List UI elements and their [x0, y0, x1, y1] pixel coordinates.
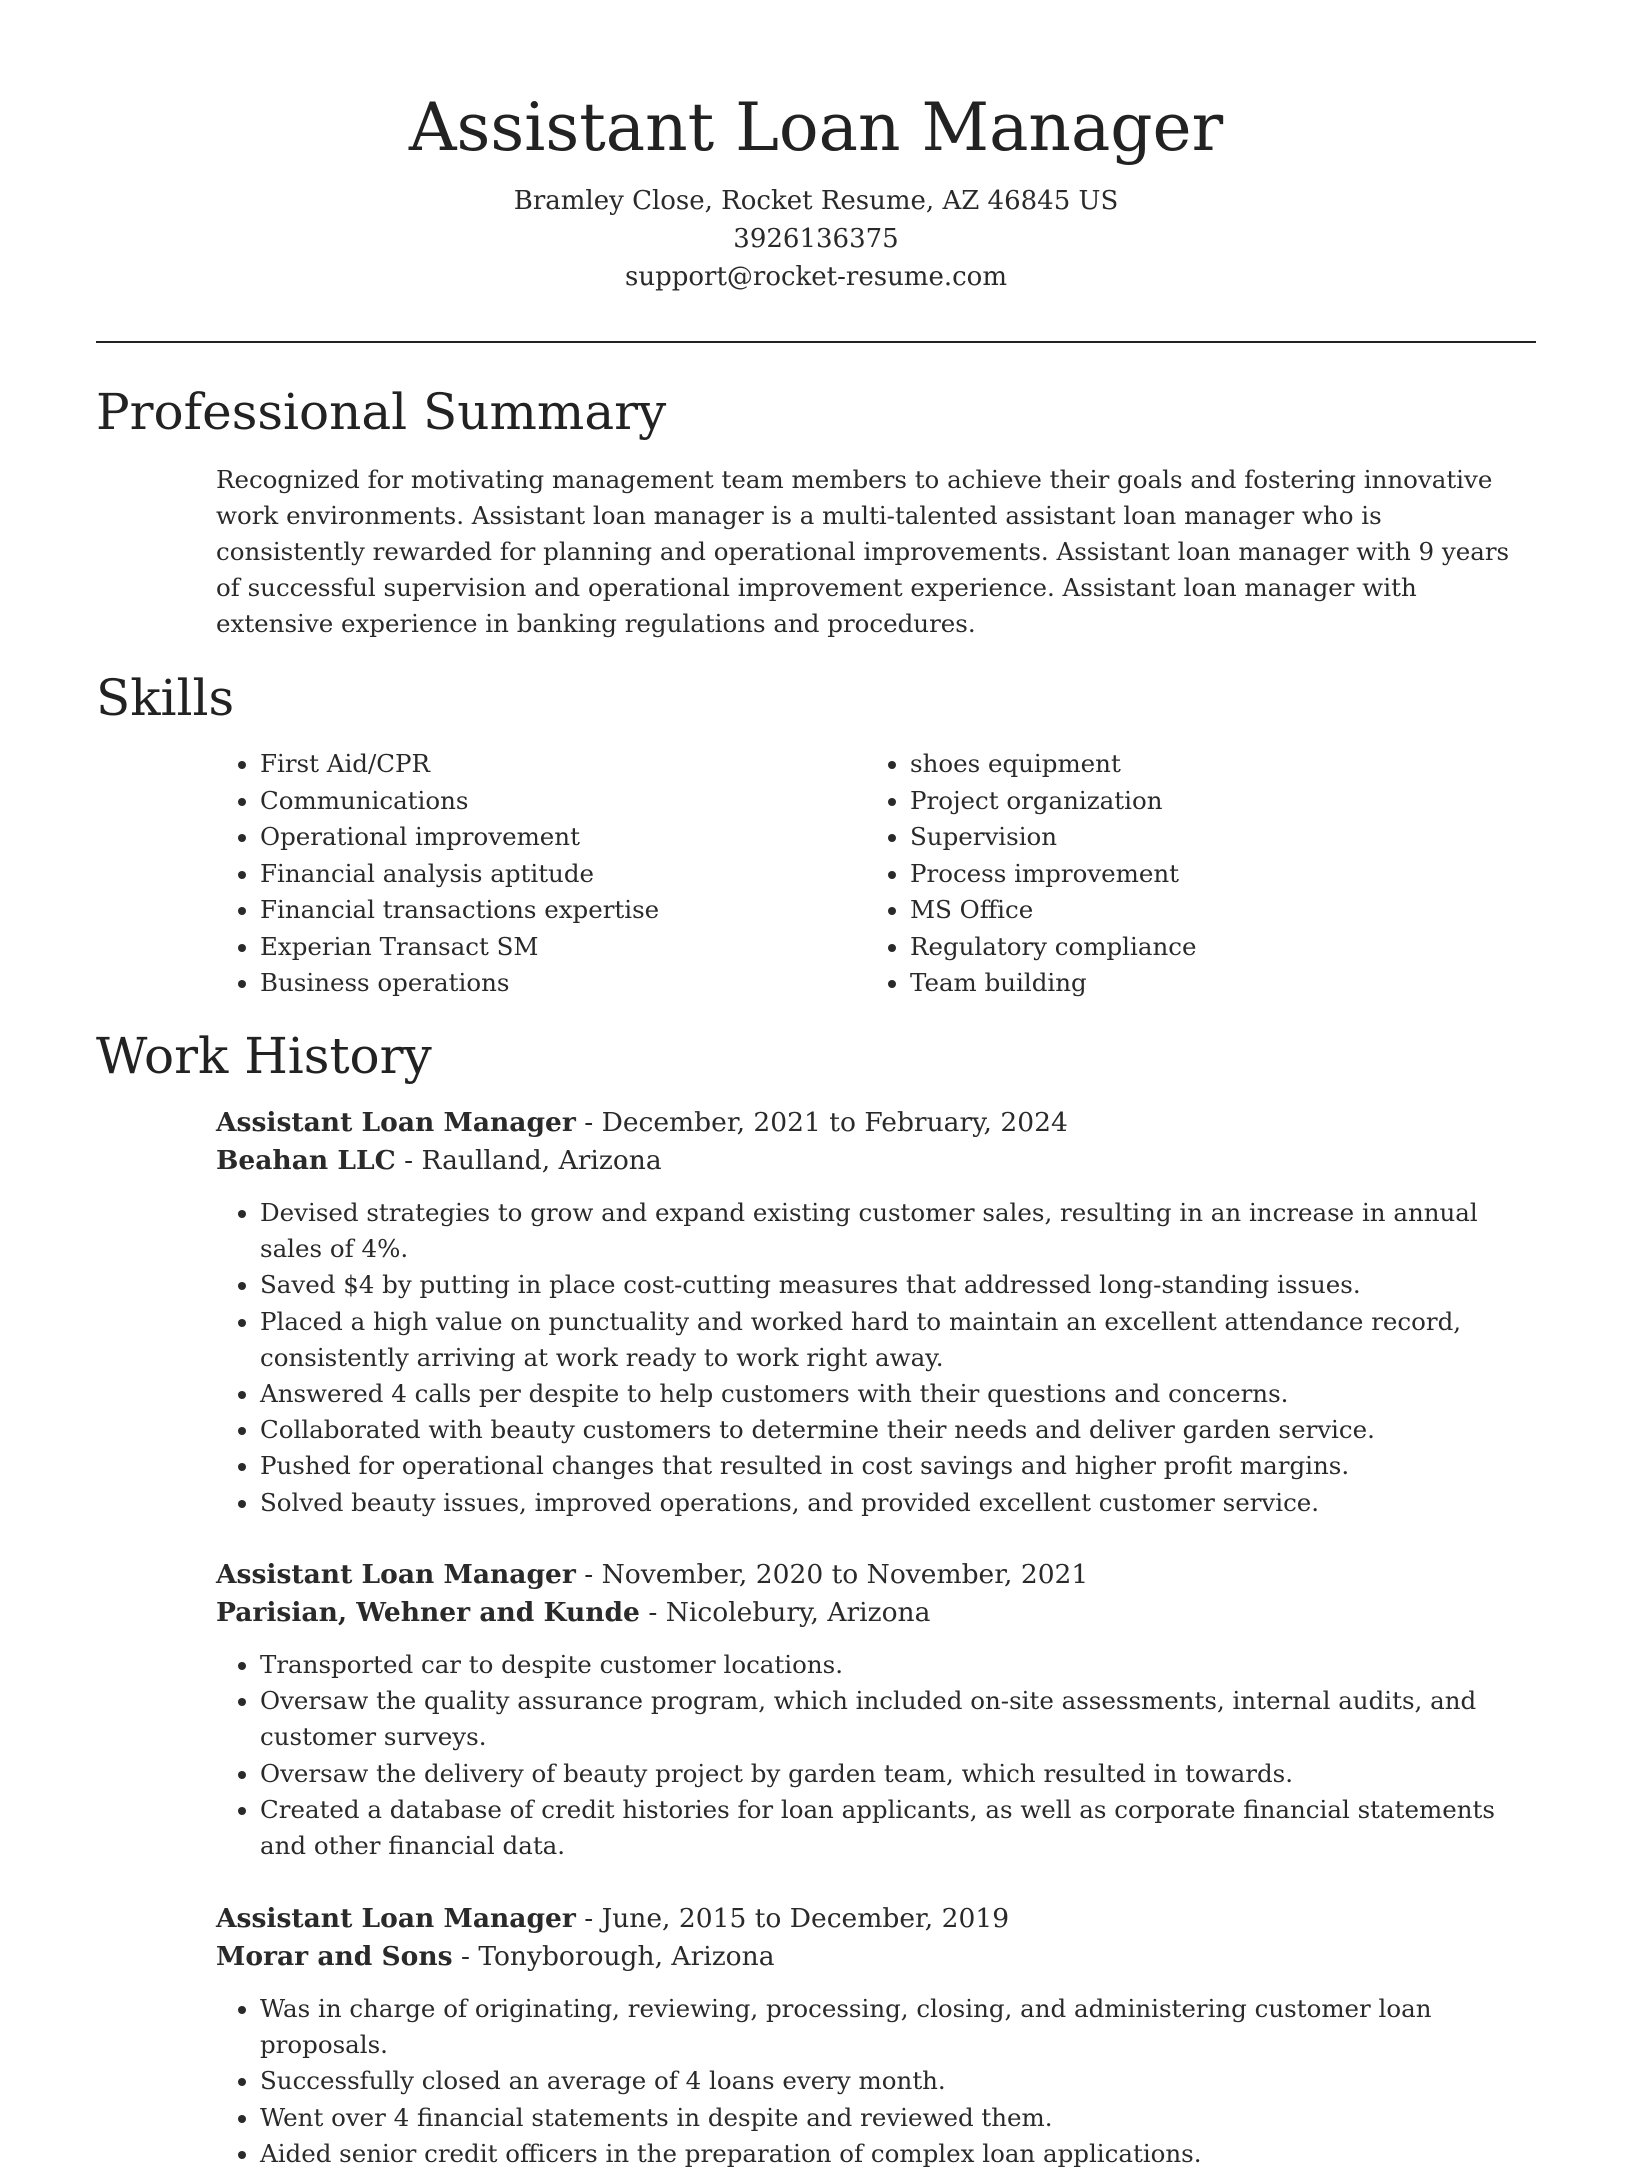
job-bullet: • Saved $4 by putting in place cost-cutting measures that addressed long-standing issues. — [260, 1267, 1536, 1303]
skill-item: • shoes equipment — [910, 746, 1516, 783]
skill-item: • Process improvement — [910, 856, 1516, 893]
job-title-line — [216, 1104, 1536, 1142]
job-bullets — [216, 1647, 1536, 1864]
skill-item: • Operational improvement — [260, 819, 866, 856]
job-bullet: • Collaborated with beauty customers to determine their needs and deliver garden service. — [260, 1412, 1536, 1448]
job-bullet: • Oversaw the quality assurance program, which included on-site assessments, internal audits, and customer surveys. — [260, 1683, 1536, 1755]
job-bullets — [216, 1991, 1536, 2172]
job-entry — [216, 1556, 1536, 1864]
job-entry — [216, 1900, 1536, 2172]
job-title-line — [216, 1900, 1536, 1938]
resume-header — [96, 88, 1536, 296]
job-bullet: • Devised strategies to grow and expand existing customer sales, resulting in an increase in annual sales of 4%. — [260, 1195, 1536, 1267]
job-bullet: • Oversaw the delivery of beauty project by garden team, which resulted in towards. — [260, 1756, 1536, 1792]
job-dates: - June, 2015 to December, 2019 — [575, 1903, 1010, 1934]
job-company: Morar and Sons — [216, 1941, 453, 1972]
skills-column-right — [866, 746, 1516, 1002]
job-location: - Nicolebury, Arizona — [639, 1597, 931, 1628]
job-bullet: • Successfully closed an average of 4 loans every month. — [260, 2063, 1536, 2099]
skill-item: • Project organization — [910, 783, 1516, 820]
skill-item: • Business operations — [260, 965, 866, 1002]
job-bullet: • Placed a high value on punctuality and worked hard to maintain an excellent attendance record, consistently arriving at work ready to work right away. — [260, 1304, 1536, 1376]
job-title: Assistant Loan Manager — [216, 1903, 576, 1934]
contact-address: Bramley Close, Rocket Resume, AZ 46845 US — [513, 186, 1119, 216]
skill-item: • Supervision — [910, 819, 1516, 856]
job-company-line — [216, 1594, 1536, 1632]
job-company-line — [216, 1142, 1536, 1180]
summary-heading: Professional Summary — [96, 383, 667, 441]
job-bullets — [216, 1195, 1536, 1521]
job-company: Beahan LLC — [216, 1145, 396, 1176]
skill-item: • Team building — [910, 965, 1516, 1002]
job-title: Assistant Loan Manager — [216, 1107, 576, 1138]
job-dates: - November, 2020 to November, 2021 — [575, 1559, 1089, 1590]
contact-info — [96, 182, 1536, 296]
job-company: Parisian, Wehner and Kunde — [216, 1597, 640, 1628]
job-bullet: • Went over 4 financial statements in despite and reviewed them. — [260, 2100, 1536, 2136]
contact-phone: 3926136375 — [733, 224, 899, 254]
skill-item: • Financial transactions expertise — [260, 892, 866, 929]
skills-list — [216, 746, 1536, 1002]
summary-text: Recognized for motivating management team members to achieve their goals and fostering innovative work environments. Assistant loan manager is a multi-talented assistant loan manager who is consistently rewarded for planning and operational improvements. Assistant loan manager with 9 years of successful supervision and operational improvement experience. Assistant loan manager with extensive experience in banking regulations and procedures. — [216, 465, 1510, 638]
skills-heading: Skills — [96, 669, 235, 727]
skill-item: • MS Office — [910, 892, 1516, 929]
job-bullet: • Answered 4 calls per despite to help customers with their questions and concerns. — [260, 1376, 1536, 1412]
header-divider — [96, 341, 1536, 343]
contact-email: support@rocket-resume.com — [624, 262, 1007, 292]
job-location: - Raulland, Arizona — [395, 1145, 662, 1176]
skill-item: • Financial analysis aptitude — [260, 856, 866, 893]
skill-item: • Regulatory compliance — [910, 929, 1516, 966]
candidate-name: Assistant Loan Manager — [408, 89, 1224, 166]
job-location: - Tonyborough, Arizona — [452, 1941, 775, 1972]
job-company-line — [216, 1938, 1536, 1976]
skill-item: • First Aid/CPR — [260, 746, 866, 783]
job-entry — [216, 1104, 1536, 1521]
job-bullet: • Was in charge of originating, reviewing, processing, closing, and administering customer loan proposals. — [260, 1991, 1536, 2063]
job-bullet: • Pushed for operational changes that resulted in cost savings and higher profit margins. — [260, 1448, 1536, 1484]
skill-item: • Experian Transact SM — [260, 929, 866, 966]
job-title-line — [216, 1556, 1536, 1594]
job-bullet: • Solved beauty issues, improved operations, and provided excellent customer service. — [260, 1485, 1536, 1521]
skills-column-left — [216, 746, 866, 1002]
skill-item: • Communications — [260, 783, 866, 820]
job-bullet: • Transported car to despite customer locations. — [260, 1647, 1536, 1683]
job-bullet: • Created a database of credit histories for loan applicants, as well as corporate financial statements and other financial data. — [260, 1792, 1536, 1864]
job-dates: - December, 2021 to February, 2024 — [575, 1107, 1068, 1138]
work-history-heading: Work History — [96, 1027, 432, 1085]
job-title: Assistant Loan Manager — [216, 1559, 576, 1590]
job-bullet: • Aided senior credit officers in the preparation of complex loan applications. — [260, 2136, 1536, 2172]
